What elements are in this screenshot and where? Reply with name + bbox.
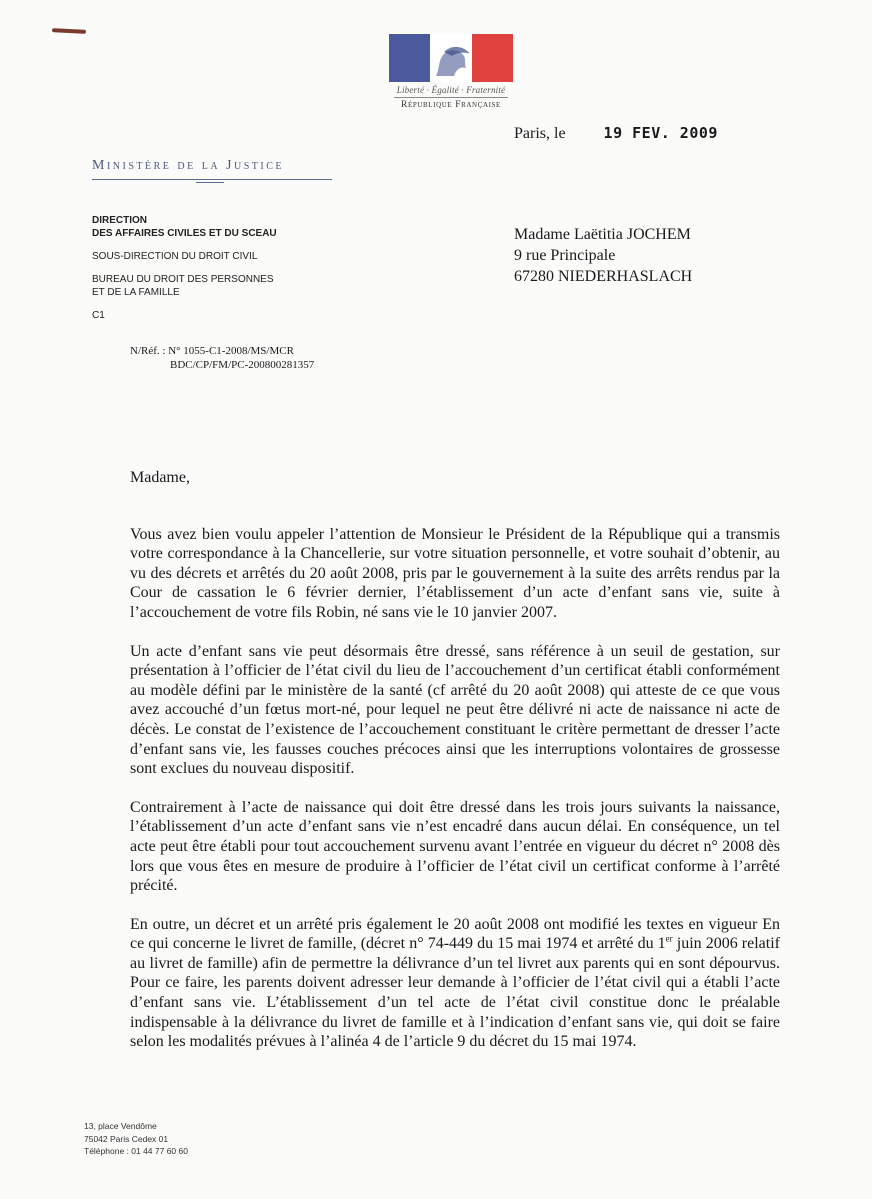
marianne-logo — [388, 34, 514, 110]
paragraph-4-part-b: juin 2006 relatif au livret de famille) afin de permettre la délivrance d’un tel livret aux parents qui en sont dépourvus. Pour ce faire, les parents doivent adresser leur demande à l’officier de l’état civil qui a établi l’acte d’enfant sans vie. L’établissement d’un tel acte de l’état civil constitue donc le préalable indispensable à la délivrance du livret de famille et à l’indication d’enfant sans vie, qui doit se faire selon les modalités prévues à l’alinéa 4 de l’article 9 du décret du 15 mai 1974. — [130, 935, 780, 1051]
ministry-name: Ministère de la Justice — [92, 158, 284, 173]
paragraph-3: Contrairement à l’acte de naissance qui doit être dressé dans les trois jours suivants la naissance, l’établissement d’un acte d’enfant sans vie n’est encadré dans aucun délai. En conséquence, un tel acte peut être établi pour tout accouchement survenu avant l’entrée en vigueur du décret n° 2008 dès lors que vous êtes en mesure de produire à l’officier de l’état civil un certificat conforme à l’arrêté précité. — [130, 798, 780, 895]
paragraph-4-part-a: En outre, un décret et un arrêté pris également le 20 août 2008 ont modifié les textes en vigueur En ce qui concerne le livret de famille, (décret n° 74-449 du 15 mai 1974 et arrêté du 1 — [130, 915, 780, 953]
bureau-line2: ET DE LA FAMILLE — [92, 287, 180, 298]
footer-phone: Téléphone : 01 44 77 60 60 — [84, 1146, 188, 1156]
recipient-street: 9 rue Principale — [514, 247, 616, 264]
direction — [92, 214, 322, 240]
superscript-er: er — [665, 933, 673, 944]
recipient-name: Madame Laëtitia JOCHEM — [514, 226, 691, 243]
bureau — [92, 273, 322, 299]
reference-block — [130, 344, 314, 372]
letter-date — [514, 124, 718, 143]
footer-address-line2: 75042 Paris Cedex 01 — [84, 1133, 169, 1144]
ministry-rule — [92, 179, 332, 180]
paragraph-1: Vous avez bien voulu appeler l’attention de Monsieur le Président de la République qui a transmis votre correspondance à la Chancellerie, sur votre situation personnelle, et votre souhait d’obtenir, au vu des décrets et arrêtés du 20 août 2008, pris par le gouvernement à la suite des arrêts rendus par la Cour de cassation le 6 février dernier, l’établissement d’un acte d’enfant sans vie, suite à l’accouchement de votre fils Robin, né sans vie le 10 janvier 2007. — [130, 525, 780, 621]
direction-line2: DES AFFAIRES CIVILES ET DU SCEAU — [92, 228, 277, 239]
department-block — [92, 214, 322, 332]
footer-address-line1: 13, place Vendôme — [84, 1121, 157, 1131]
greeting: Madame, — [130, 469, 190, 486]
pen-mark — [52, 28, 86, 34]
tricolor-flag-icon — [389, 34, 513, 82]
recipient-city: 67280 NIEDERHASLACH — [514, 268, 693, 285]
paragraph-4 — [130, 915, 780, 1052]
direction-line1: DIRECTION — [92, 215, 147, 226]
marianne-profile-icon — [430, 38, 476, 80]
ministry-title — [92, 158, 332, 180]
reference-line2: BDC/CP/FM/PC-200800281357 — [170, 359, 315, 371]
bureau-line1: BUREAU DU DROIT DES PERSONNES — [92, 274, 274, 285]
sub-direction: SOUS-DIRECTION DU DROIT CIVIL — [92, 251, 258, 262]
letter-body — [130, 468, 780, 1071]
reference-line1: N/Réf. : N° 1055-C1-2008/MS/MCR — [130, 345, 294, 357]
republic-motto: Liberté · Égalité · Fraternité — [396, 85, 506, 95]
republic-name: République Française — [394, 97, 508, 110]
paragraph-2: Un acte d’enfant sans vie peut désormais être dressé, sans référence à un seuil de gestation, sur présentation à l’officier de l’état civil du lieu de l’accouchement d’un certificat établi conformément au modèle défini par le ministère de la santé (cf arrêté du 20 août 2008) qui atteste de ce que vous avez accouché d’un fœtus mort-né, pour lequel ne peut être délivré ni acte de naissance ni acte de décès. Le constat de l’existence de l’accouchement constituant le critère permettant de dresser l’acte d’enfant sans vie, les fausses couches précoces ainsi que les interruptions volontaires de grossesse sont exclues du nouveau dispositif. — [130, 642, 780, 778]
date-prefix: Paris, le — [514, 125, 566, 142]
office-code: C1 — [92, 310, 105, 321]
footer-address — [84, 1120, 188, 1158]
date-stamp: 19 FEV. 2009 — [603, 124, 718, 142]
recipient-address — [514, 224, 692, 287]
